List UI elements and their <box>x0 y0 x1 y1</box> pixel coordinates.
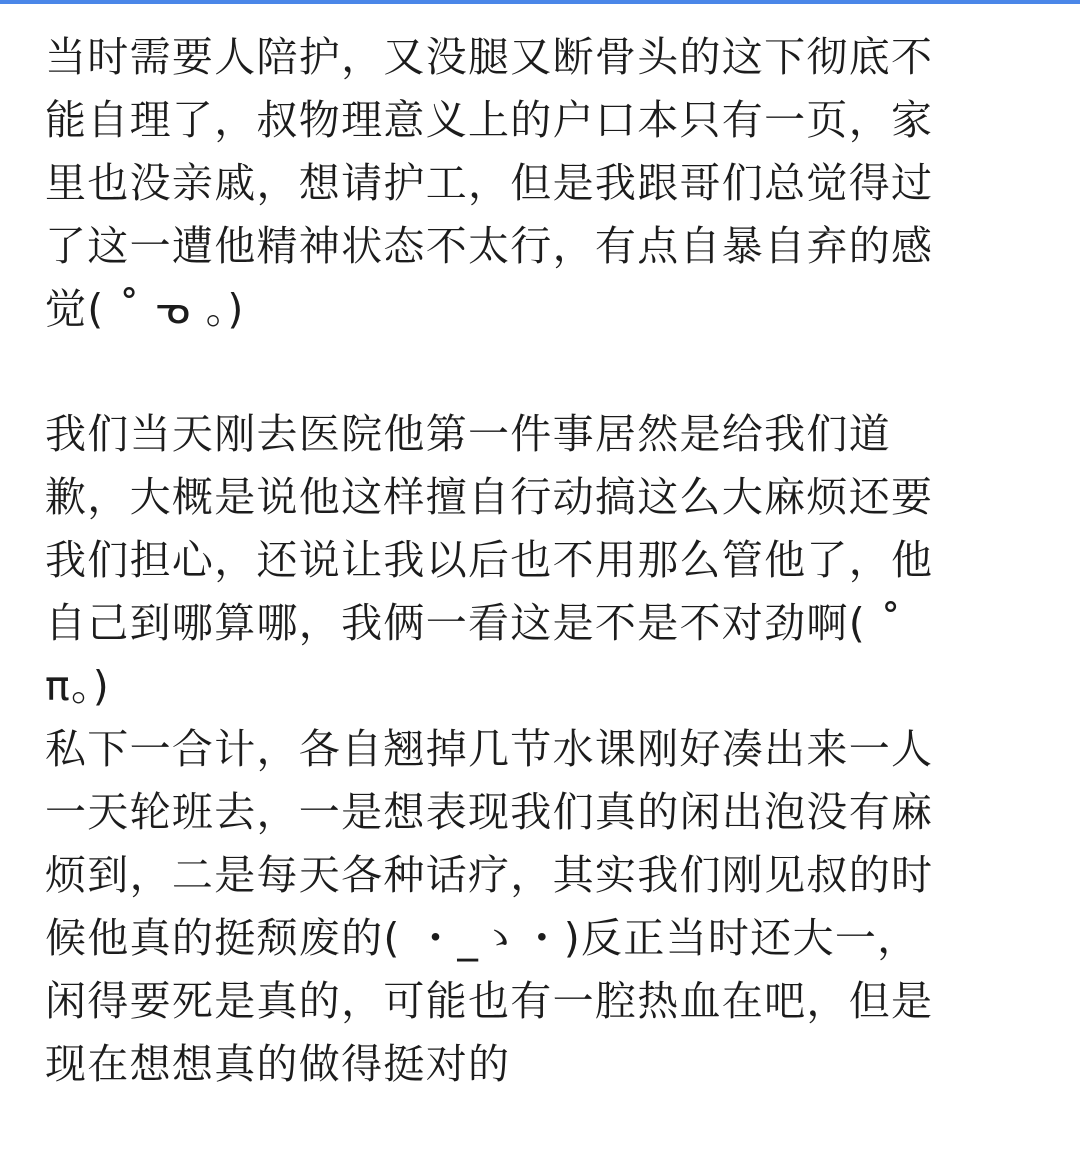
text-line: 私下一合计，各自翘掉几节水课刚好凑出来一人 <box>45 725 934 773</box>
text-line: 里也没亲戚，想请护工，但是我跟哥们总觉得过 <box>45 159 934 207</box>
top-accent-bar <box>0 0 1080 4</box>
text-line: 候他真的挺颓废的( ・_ゝ・)反正当时还大一， <box>45 914 920 962</box>
text-line: 能自理了，叔物理意义上的户口本只有一页，家 <box>45 96 934 144</box>
text-line: 歉，大概是说他这样擅自行动搞这么大麻烦还要 <box>45 473 934 521</box>
text-line: 自己到哪算哪，我俩一看这是不是不对劲啊( ˚ <box>45 599 903 647</box>
text-line: 烦到，二是每天各种话疗，其实我们刚见叔的时 <box>45 851 934 899</box>
text-line: 现在想想真的做得挺对的 <box>45 1040 511 1088</box>
text-line: 我们担心，还说让我以后也不用那么管他了，他 <box>45 536 934 584</box>
text-line: 了这一遭他精神状态不太行，有点自暴自弃的感 <box>45 222 934 270</box>
text-line: 闲得要死是真的，可能也有一腔热血在吧，但是 <box>45 977 934 1025</box>
paragraph-gap <box>45 341 1045 403</box>
text-line: 一天轮班去，一是想表现我们真的闲出泡没有麻 <box>45 788 934 836</box>
text-line: 当时需要人陪护，又没腿又断骨头的这下彻底不 <box>45 33 934 81</box>
post-body-text <box>45 26 1045 1096</box>
text-line: 我们当天刚去医院他第一件事居然是给我们道 <box>45 410 891 458</box>
text-line: 觉( ˚ ᓀ 。) <box>45 285 245 333</box>
text-line: π。) <box>45 662 111 710</box>
